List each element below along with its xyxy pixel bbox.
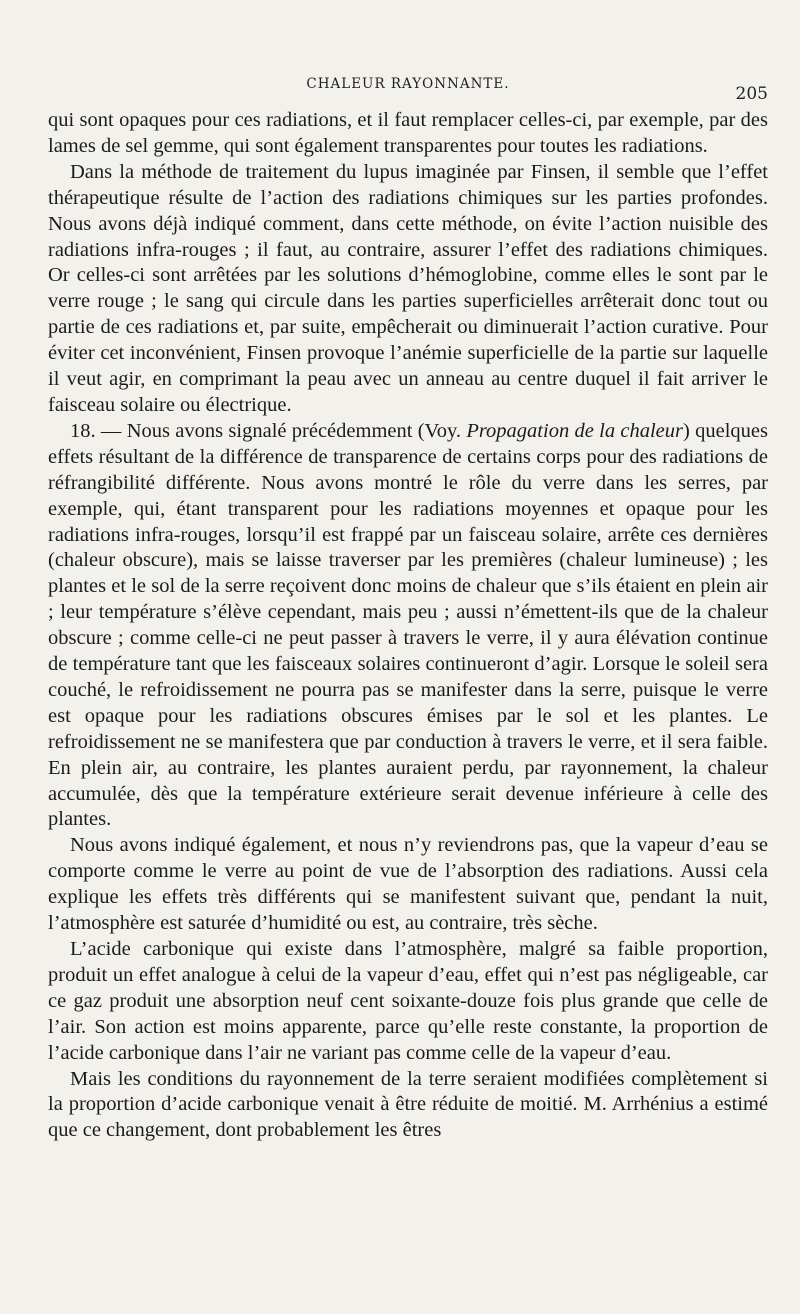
paragraph: qui sont opaques pour ces radiations, et il faut remplacer celles-ci, par exemple, par des lames de sel gemme, qui sont également transparentes pour toutes les radiations. <box>48 109 768 157</box>
paragraph-number: 18. <box>70 419 96 442</box>
paragraph: Nous avons indiqué également, et nous n’y reviendrons pas, que la vapeur d’eau se comporte comme le verre au point de vue de l’absorption des radiations. Aussi cela explique les effets très différents qui se manifestent suivant que, pendant la nuit, l’atmosphère est saturée d’humidité ou est, au contraire, très sèche. <box>48 834 768 935</box>
paragraph: Mais les conditions du rayonnement de la terre seraient modifiées complètement si la proportion d’acide carbonique venait à être réduite de moitié. M. Arrhénius a estimé que ce changement, dont probablement les êtres <box>48 1067 768 1142</box>
page-number: 205 <box>735 84 768 104</box>
page-header <box>48 76 768 104</box>
paragraph-text-start: — Nous avons signalé précédemment (Voy. <box>100 419 467 442</box>
body-text <box>48 108 768 1144</box>
paragraph: L’acide carbonique qui existe dans l’atmosphère, malgré sa faible proportion, produit un effet analogue à celui de la vapeur d’eau, effet qui n’est pas négligeable, car ce gaz produit une absorption neuf cent soixante-douze fois plus grande que celle de l’air. Son action est moins apparente, parce qu’elle reste constante, la proportion de l’acide carbonique dans l’air ne variant pas comme celle de la vapeur d’eau. <box>48 938 768 1064</box>
running-title: CHALEUR RAYONNANTE. <box>306 76 510 92</box>
paragraph-text-end: ) quelques effets résultant de la différence de transparence de certains corps pour des radiations de réfrangibilité différente. Nous avons montré le rôle du verre dans les serres, par exemple, qui, étant transparent pour les radiations moyennes et opaque pour les radiations infra-rouges, lorsqu’il est frappé par un faisceau solaire, arrête ces dernières (chaleur obscure), mais se laisse traverser par les premières (chaleur lumineuse) ; les plantes et le sol de la serre reçoivent donc moins de chaleur que s’ils étaient en plein air ; leur température s’élève cependant, mais peu ; aussi n’émettent-ils que de la chaleur obscure ; comme celle-ci ne peut passer à travers le verre, il y aura élévation continue de température tant que les faisceaux solaires continueront d’agir. Lorsque le soleil sera couché, le refroidissement ne pourra pas se manifester dans la serre, puisque le verre est opaque pour les radiations obscures émises par le sol et les plantes. Le refroidissement ne se manifestera que par conduction à travers le verre, et il sera faible. En plein air, au contraire, les plantes auraient perdu, par rayonnement, la chaleur accumulée, dès que la température extérieure serait devenue inférieure à celle des plantes. <box>48 419 768 831</box>
paragraph-18 <box>48 419 768 834</box>
paragraph: Dans la méthode de traitement du lupus imaginée par Finsen, il semble que l’effet thérapeutique résulte de l’action des radiations chimiques sur les parties profondes. Nous avons déjà indiqué comment, dans cette méthode, on évite l’action nuisible des radiations infra-rouges ; il faut, au contraire, assurer l’effet des radiations chimiques. Or celles-ci sont arrêtées par les solutions d’hémoglobine, comme elles le sont par le verre rouge ; le sang qui circule dans les parties superficielles arrêterait donc tout ou partie de ces radiations et, par suite, empêcherait ou diminuerait l’action curative. Pour éviter cet inconvénient, Finsen provoque l’anémie superficielle de la partie sur laquelle il veut agir, en comprimant la peau avec un anneau au centre duquel il fait arriver le faisceau solaire ou électrique. <box>48 160 768 416</box>
italic-reference: Propagation de la chaleur <box>466 419 683 442</box>
